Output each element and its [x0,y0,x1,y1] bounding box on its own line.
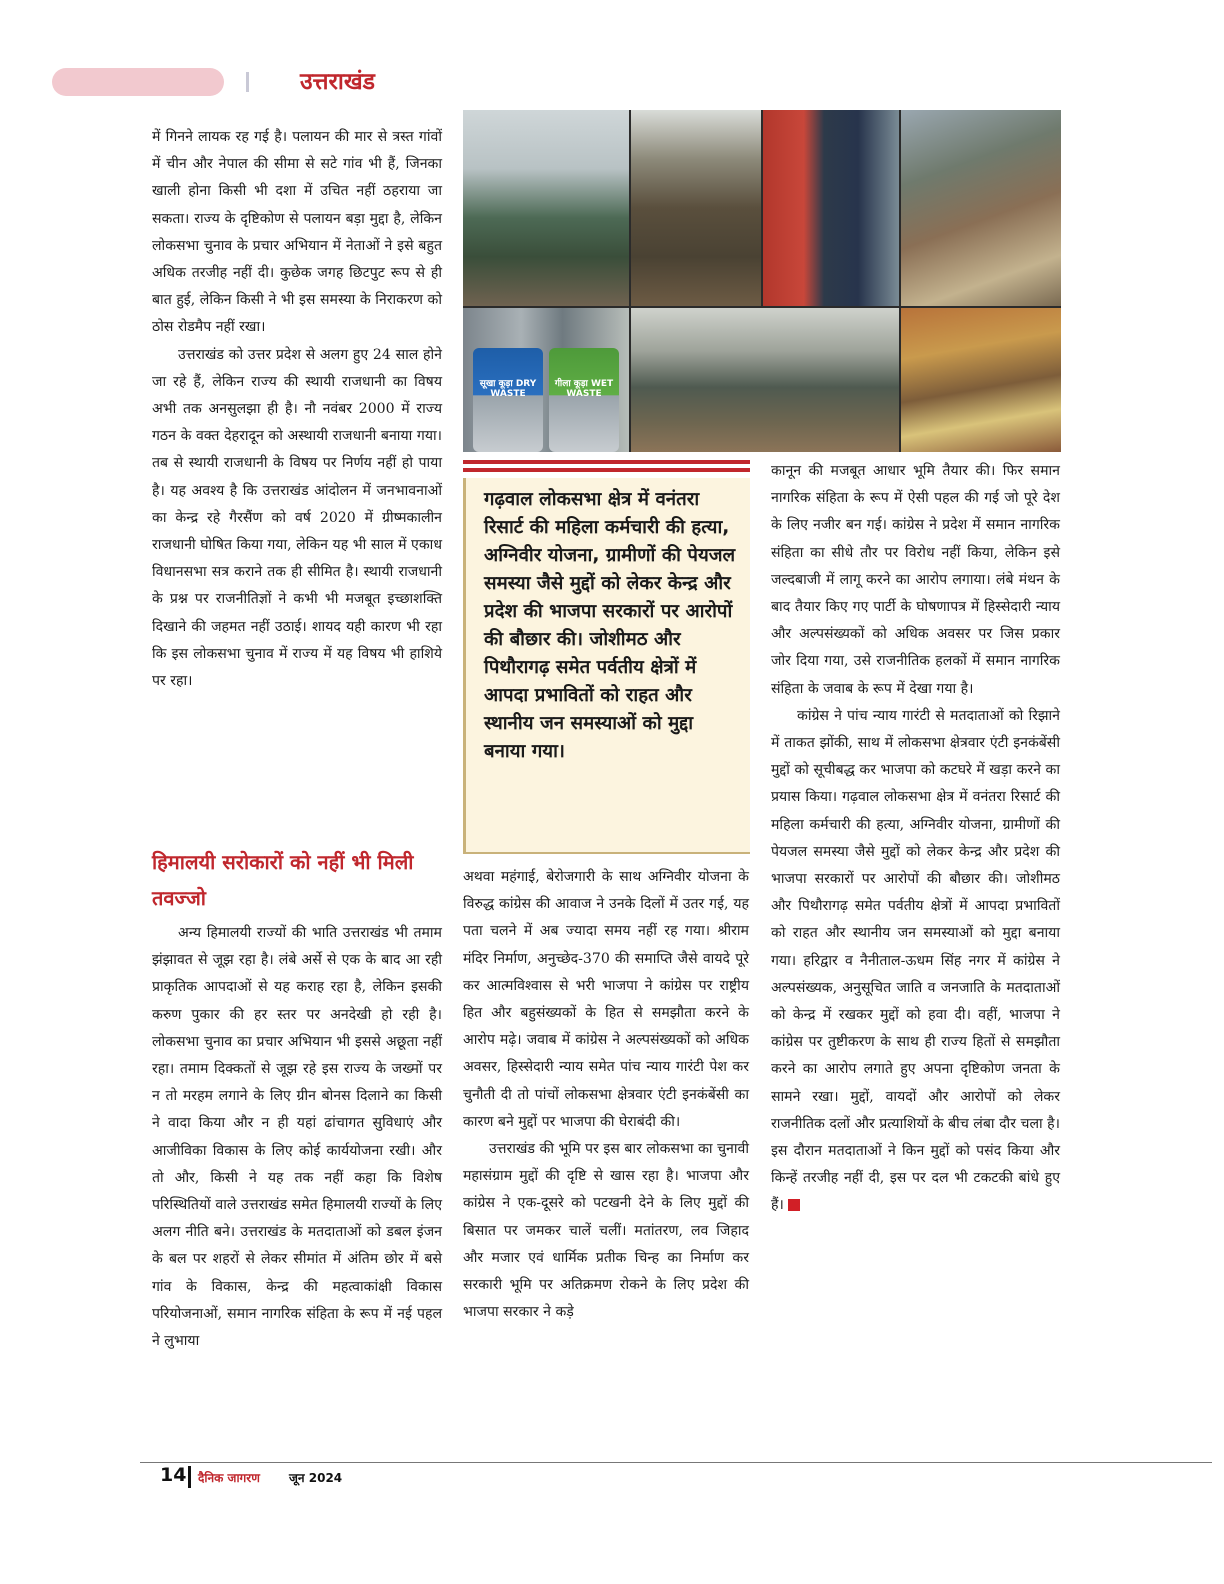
header-decoration [52,68,224,96]
pull-quote-rule [463,468,750,472]
paragraph: कांग्रेस ने पांच न्याय गारंटी से मतदाताओं को रिझाने में ताकत झोंकी, साथ में लोकसभा क्षेत्रवार एंटी इनकंबेंसी मुद्दों को सूचीबद्ध कर भाजपा को कटघरे में खड़ा करने का प्रयास किया। गढ़वाल लोकसभा क्षेत्र में वनंतरा रिसार्ट की महिला कर्मचारी की हत्या, अग्निवीर योजना, ग्रामीणों की पेयजल समस्या जैसे मुद्दों को लेकर केन्द्र और प्रदेश की भाजपा सरकारों पर आरोपों की बौछार की। जोशीमठ और पिथौरागढ़ समेत पर्वतीय क्षेत्रों में आपदा प्रभावितों को राहत और स्थानीय जन समस्याओं को मुद्दा बनाया गया। हरिद्वार व नैनीताल-ऊधम सिंह नगर में कांग्रेस ने अल्पसंख्यक, अनुसूचित जाति व जनजाति के मतदाताओं को केन्द्र में रखकर मुद्दों को हवा दी। वहीं, भाजपा ने कांग्रेस पर तुष्टीकरण के साथ ही राज्य हितों से समझौता करने का आरोप लगाते हुए अपना दृष्टिकोण जनता के सामने रखा। मुद्दों, वायदों और आरोपों को लेकर राजनीतिक दलों और प्रत्याशियों के बीच लंबा दौर चला है। इस दौरान मतदाताओं ने किन मुद्दों को पसंद किया और किन्हें तरजीह नहीं दी, इस पर दल भी टकटकी बांधे हुए हैं। [771,707,1060,1214]
paragraph: अन्य हिमालयी राज्यों की भाति उत्तराखंड भी तमाम झंझावत से जूझ रहा है। लंबे अर्से से एक के बाद आ रही प्राकृतिक आपदाओं से यह कराह रहा है, लेकिन इसकी करुण पुकार की हर स्तर पर अनदेखी हो रही है। लोकसभा चुनाव का प्रचार अभियान भी इससे अछूता नहीं रहा। तमाम दिक्कतों से जूझ रहे इस राज्य के जख्मों पर न तो मरहम लगाने के लिए ग्रीन बोनस दिलाने का किसी ने वादा किया और न ही यहां ढांचागत सुविधाएं और आजीविका विकास के लिए कोई कार्ययोजना रखी। और तो और, किसी ने यह तक नहीं कहा कि विशेष परिस्थितियों वाले उत्तराखंड समेत हिमालयी राज्यों के लिए अलग नीति बने। उत्तराखंड के मतदाताओं को डबल इंजन के बल पर शहरों से लेकर सीमांत में अंतिम छोर में बसे गांव के विकास, केन्द्र की महत्वाकांक्षी विकास परियोजनाओं, समान नागरिक संहिता के रूप में नई पहल ने लुभाया [152,925,442,1350]
photo-plastic-waste [901,308,1061,452]
column-1-continued [152,920,442,1355]
pull-quote-text: गढ़वाल लोकसभा क्षेत्र में वनंतरा रिसार्ट की महिला कर्मचारी की हत्या, अग्निवीर योजना, ग्रामीणों की पेयजल समस्या जैसे मुद्दों को लेकर केन्द्र और प्रदेश की भाजपा सरकारों पर आरोपों की बौछार की। जोशीमठ और पिथौरागढ़ समेत पर्वतीय क्षेत्रों में आपदा प्रभावितों को राहत और स्थानीय जन समस्याओं को मुद्दा बनाया गया। [484,489,736,762]
end-mark [788,1199,800,1211]
magazine-name: दैनिक जागरण [198,1471,260,1485]
issue-date: जून 2024 [289,1471,343,1485]
photo-garbage-dump [901,110,1061,306]
paragraph: कानून की मजबूत आधार भूमि तैयार की। फिर समान नागरिक संहिता के रूप में ऐसी पहल की गई जो पूरे देश के लिए नजीर बन गई। कांग्रेस ने प्रदेश में समान नागरिक संहिता का सीधे तौर पर विरोध नहीं किया, लेकिन इसे जल्दबाजी में लागू करने का आरोप लगाया। लंबे मंथन के बाद तैयार किए गए पार्टी के घोषणापत्र में हिस्सेदारी न्याय और अल्पसंख्यकों को अधिक अवसर पर जिस प्रकार जोर दिया गया, उसे राजनीतिक हलकों में समान नागरिक संहिता के जवाब के रूप में देखा गया है। [771,463,1060,697]
bin-label: गीला कूड़ा WET WASTE [554,379,614,399]
paragraph: उत्तराखंड को उत्तर प्रदेश से अलग हुए 24 साल होने जा रहे हैं, लेकिन राज्य की स्थायी राजधानी का विषय अभी तक अनसुलझा ही है। नौ नवंबर 2000 में राज्य गठन के वक्त देहरादून को अस्थायी राजधानी बनाया गया। तब से स्थायी राजधानी के विषय पर निर्णय नहीं हो पाया है। यह अवश्य है कि उत्तराखंड आंदोलन में जनभावनाओं का केन्द्र रहे गैरसैंण को वर्ष 2020 में ग्रीष्मकालीन राजधानी घोषित किया गया, लेकिन यह भी साल में एकाध विधानसभा सत्र कराने तक ही सीमित है। स्थायी राजधानी के प्रश्न पर राजनीतिज्ञों ने कभी भी मजबूत इच्छाशक्ति दिखाने की जहमत नहीं उठाई। शायद यही कारण भी रहा कि इस लोकसभा चुनाव में राज्य में यह विषय भी हाशिये पर रहा। [152,346,442,690]
photo-compost-beds [631,110,761,306]
wet-waste-bin [549,348,619,452]
dry-waste-bin [473,348,543,452]
photo-collage [463,110,1061,452]
bin-label: सूखा कूड़ा DRY WASTE [479,379,537,399]
subheading: हिमालयी सरोकारों को नहीं भी मिली तवज्जो [152,850,414,910]
pull-quote-rule [463,460,750,464]
photo-worker-with-buckets [763,110,899,306]
page-number: 14 [160,1464,187,1486]
photo-waste-shed [631,308,899,452]
paragraph-with-endmark [771,703,1060,1220]
pull-quote-bottom-rule [463,852,750,854]
photo-excavator-compost [463,110,629,306]
photo-waste-bins [463,308,629,452]
pull-quote [463,478,750,852]
footer-separator [188,1466,191,1488]
column-2 [463,864,749,1326]
column-3 [771,458,1060,1220]
paragraph: उत्तराखंड की भूमि पर इस बार लोकसभा का चुनावी महासंग्राम मुद्दों की दृष्टि से खास रहा है। भाजपा और कांग्रेस ने एक-दूसरे को पटखनी देने के लिए मुद्दों की बिसात पर जमकर चालें चलीं। मतांतरण, लव जिहाद और मजार एवं धार्मिक प्रतीक चिन्ह का निर्माण कर सरकारी भूमि पर अतिक्रमण रोकने के लिए प्रदेश की भाजपा सरकार ने कड़े [463,1141,749,1321]
footer-rule [140,1462,1212,1463]
paragraph: अथवा महंगाई, बेरोजगारी के साथ अग्निवीर योजना के विरुद्ध कांग्रेस की आवाज ने उनके दिलों में उतर गई, यह पता चलने में अब ज्यादा समय नहीं रह गया। श्रीराम मंदिर निर्माण, अनुच्छेद-370 की समाप्ति जैसे वायदे पूरे कर आत्मविश्वास से भरी भाजपा ने कांग्रेस पर राष्ट्रीय हित और बहुसंख्यकों के हित से समझौता करने के आरोप मढ़े। जवाब में कांग्रेस ने अल्पसंख्यकों को अधिक अवसर, हिस्सेदारी न्याय समेत पांच न्याय गारंटी पेश कर चुनौती दी तो पांचों लोकसभा क्षेत्रवार एंटी इनकंबेंसी का कारण बने मुद्दों पर भाजपा की घेराबंदी की। [463,869,749,1130]
section-title: उत्तराखंड [300,69,375,95]
header-separator [246,72,249,92]
paragraph: में गिनने लायक रह गई है। पलायन की मार से त्रस्त गांवों में चीन और नेपाल की सीमा से सटे गांव भी हैं, जिनका खाली होना किसी भी दशा में उचित नहीं ठहराया जा सकता। राज्य के दृष्टिकोण से पलायन बड़ा मुद्दा है, लेकिन लोकसभा चुनाव के प्रचार अभियान में नेताओं ने इसे बहुत अधिक तरजीह नहीं दी। कुछेक जगह छिटपुट रूप से ही बात हुई, लेकिन किसी ने भी इस समस्या के निराकरण को ठोस रोडमैप नहीं रखा। [152,129,442,336]
column-1 [152,124,442,695]
